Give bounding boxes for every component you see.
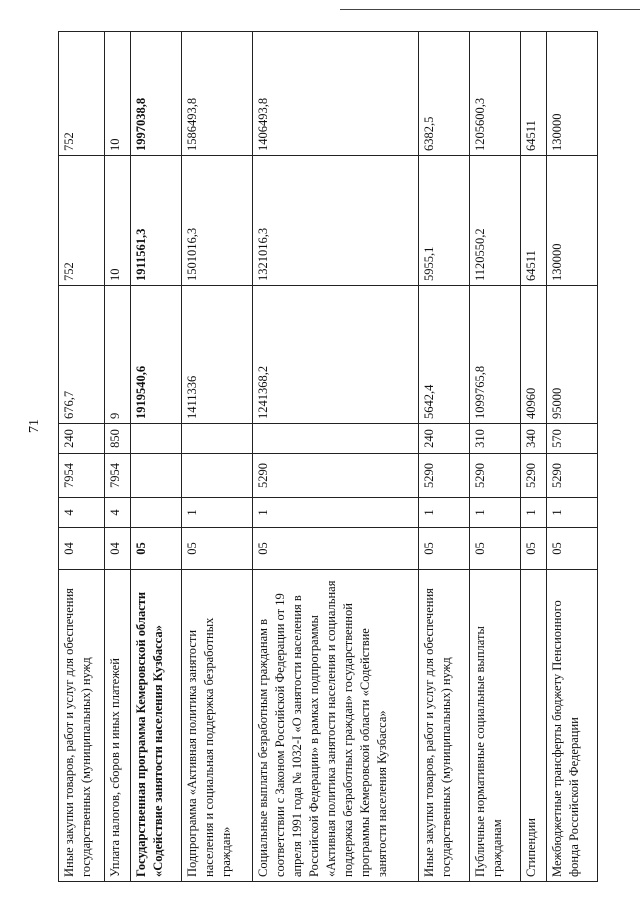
row-target-code: 5290 xyxy=(521,454,547,498)
row-amount-year3: 64511 xyxy=(521,32,547,156)
table-row xyxy=(131,32,182,882)
budget-table xyxy=(58,31,598,882)
row-amount-year2: 10 xyxy=(105,156,131,286)
row-subsection-code: 1 xyxy=(470,498,521,528)
row-target-code: 5290 xyxy=(547,454,598,498)
row-target-code: 5290 xyxy=(252,454,419,498)
budget-table-rotated xyxy=(58,32,598,882)
row-amount-year2: 1911561,3 xyxy=(131,156,182,286)
row-target-code: 7954 xyxy=(59,454,105,498)
row-subsection-code: 4 xyxy=(105,498,131,528)
row-amount-year2: 752 xyxy=(59,156,105,286)
row-expense-type-code: 240 xyxy=(59,424,105,454)
table-row xyxy=(59,32,105,882)
row-amount-year1: 5642,4 xyxy=(419,286,470,424)
page-number: 71 xyxy=(27,419,42,433)
row-amount-year1: 95000 xyxy=(547,286,598,424)
row-section-code: 05 xyxy=(470,528,521,570)
row-name: Стипендии xyxy=(521,570,547,882)
row-expense-type-code xyxy=(252,424,419,454)
row-amount-year2: 64511 xyxy=(521,156,547,286)
row-expense-type-code: 310 xyxy=(470,424,521,454)
row-amount-year1: 9 xyxy=(105,286,131,424)
table-row xyxy=(521,32,547,882)
row-subsection-code xyxy=(131,498,182,528)
row-subsection-code: 4 xyxy=(59,498,105,528)
row-amount-year1: 1411336 xyxy=(181,286,252,424)
row-section-code: 05 xyxy=(252,528,419,570)
table-row xyxy=(547,32,598,882)
row-section-code: 05 xyxy=(131,528,182,570)
row-section-code: 04 xyxy=(59,528,105,570)
row-subsection-code: 1 xyxy=(547,498,598,528)
row-expense-type-code: 850 xyxy=(105,424,131,454)
row-name: Межбюджетные трансферты бюджету Пенсионного фонда Российской Федерации xyxy=(547,570,598,882)
row-amount-year3: 1406493,8 xyxy=(252,32,419,156)
row-section-code: 05 xyxy=(521,528,547,570)
row-name: Иные закупки товаров, работ и услуг для обеспечения государственных (муниципальных) нужд xyxy=(59,570,105,882)
row-name: Подпрограмма «Активная политика занятости населения и социальная поддержка безработных граждан» xyxy=(181,570,252,882)
row-amount-year2: 130000 xyxy=(547,156,598,286)
row-amount-year3: 1997038,8 xyxy=(131,32,182,156)
table-row xyxy=(252,32,419,882)
row-amount-year1: 40960 xyxy=(521,286,547,424)
top-rule xyxy=(340,9,640,10)
table-row xyxy=(181,32,252,882)
row-target-code xyxy=(181,454,252,498)
row-name: Публичные нормативные социальные выплаты гражданам xyxy=(470,570,521,882)
row-amount-year1: 1241368,2 xyxy=(252,286,419,424)
row-section-code: 05 xyxy=(547,528,598,570)
row-expense-type-code xyxy=(131,424,182,454)
row-target-code: 5290 xyxy=(470,454,521,498)
row-target-code: 5290 xyxy=(419,454,470,498)
row-amount-year2: 5955,1 xyxy=(419,156,470,286)
row-expense-type-code xyxy=(181,424,252,454)
row-target-code: 7954 xyxy=(105,454,131,498)
row-section-code: 04 xyxy=(105,528,131,570)
row-amount-year3: 130000 xyxy=(547,32,598,156)
row-subsection-code: 1 xyxy=(419,498,470,528)
row-expense-type-code: 240 xyxy=(419,424,470,454)
row-subsection-code: 1 xyxy=(252,498,419,528)
row-amount-year1: 1099765,8 xyxy=(470,286,521,424)
table-row xyxy=(105,32,131,882)
row-amount-year3: 752 xyxy=(59,32,105,156)
row-subsection-code: 1 xyxy=(181,498,252,528)
row-subsection-code: 1 xyxy=(521,498,547,528)
row-name: Иные закупки товаров, работ и услуг для обеспечения государственных (муниципальных) нужд xyxy=(419,570,470,882)
row-target-code xyxy=(131,454,182,498)
table-row xyxy=(419,32,470,882)
row-expense-type-code: 570 xyxy=(547,424,598,454)
row-section-code: 05 xyxy=(419,528,470,570)
row-name: Социальные выплаты безработным гражданам в соответствии с Законом Российской Федерации от 19 апреля 1991 года № 1032-I «О занятости населения в Российской Федерации» в рамках подпрограммы «Активная политика занятости населения и социальная поддержка безработных граждан» государственной программы Кемеровской области «Содействие занятости населения Кузбасса» xyxy=(252,570,419,882)
row-amount-year3: 10 xyxy=(105,32,131,156)
row-amount-year1: 676,7 xyxy=(59,286,105,424)
row-amount-year3: 1205600,3 xyxy=(470,32,521,156)
row-expense-type-code: 340 xyxy=(521,424,547,454)
row-amount-year2: 1501016,3 xyxy=(181,156,252,286)
row-name: Государственная программа Кемеровской области «Содействие занятости населения Кузбасса» xyxy=(131,570,182,882)
table-row xyxy=(470,32,521,882)
row-amount-year2: 1120550,2 xyxy=(470,156,521,286)
row-amount-year2: 1321016,3 xyxy=(252,156,419,286)
row-section-code: 05 xyxy=(181,528,252,570)
row-amount-year1: 1919540,6 xyxy=(131,286,182,424)
row-amount-year3: 1586493,8 xyxy=(181,32,252,156)
row-amount-year3: 6382,5 xyxy=(419,32,470,156)
row-name: Уплата налогов, сборов и иных платежей xyxy=(105,570,131,882)
